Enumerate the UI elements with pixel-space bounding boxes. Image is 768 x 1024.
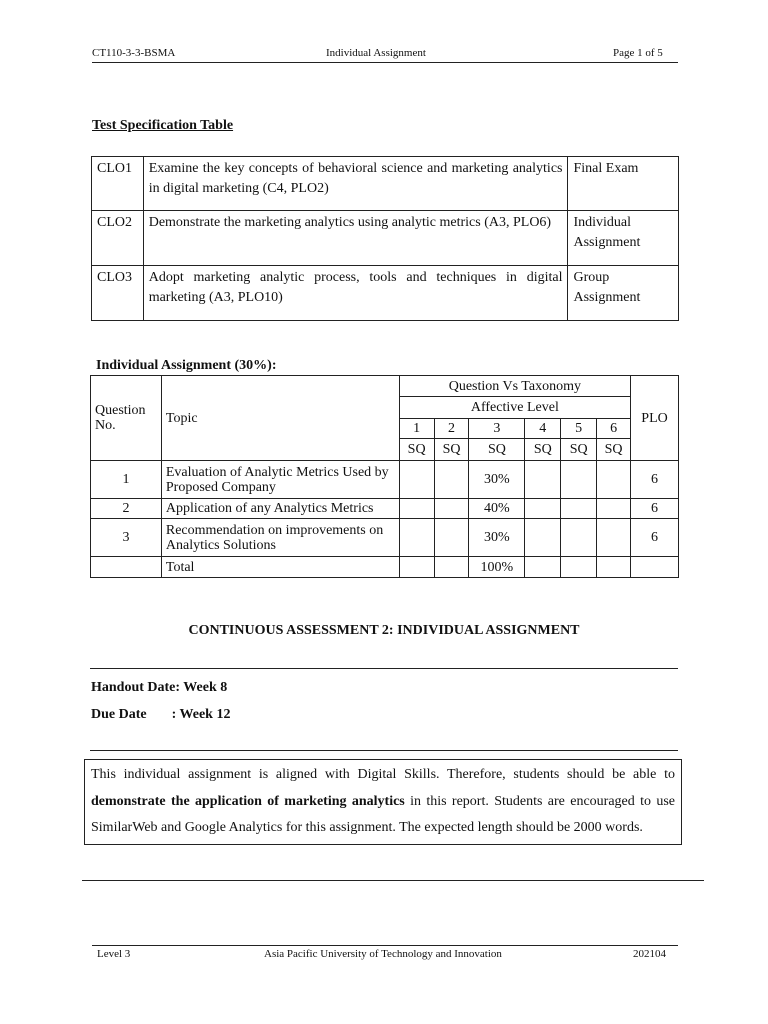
topic: Application of any Analytics Metrics [161, 499, 399, 519]
description-emphasis: demonstrate the application of marketing analytics [91, 793, 405, 809]
assessment-title: CONTINUOUS ASSESSMENT 2: INDIVIDUAL ASSIGNMENT [188, 623, 580, 638]
due-date-label: Due Date [91, 707, 147, 722]
table-row [92, 266, 679, 321]
total-value: 100% [469, 557, 525, 578]
affective-level-header: Affective Level [399, 397, 630, 419]
clo-description: Adopt marketing analytic process, tools and techniques in digital marketing (A3, PLO10) [143, 266, 568, 321]
clo-description: Demonstrate the marketing analytics using analytic metrics (A3, PLO6) [143, 211, 568, 266]
table-row [91, 519, 679, 557]
clo-code: CLO1 [92, 157, 144, 211]
header-document-title: Individual Assignment [326, 47, 426, 59]
assignment-table [90, 375, 679, 578]
level-number: 2 [434, 419, 469, 439]
table-row [92, 157, 679, 211]
description-text: in this report. Students are encouraged to use SimilarWeb and Google Analytics for this assignment. The expected length should be 2000 words. [91, 793, 675, 835]
clo-code: CLO3 [92, 266, 144, 321]
taxonomy-header: Question Vs Taxonomy [399, 376, 630, 397]
total-label: Total [161, 557, 399, 578]
sq-label: SQ [525, 439, 561, 461]
clo-assessment: Individual Assignment [568, 211, 679, 266]
divider [90, 750, 678, 751]
sq-label: SQ [399, 439, 434, 461]
handout-date: Handout Date: Week 8 [91, 680, 228, 695]
question-no-header: Question No. [91, 376, 162, 461]
question-no: 2 [91, 499, 162, 519]
clo-description: Examine the key concepts of behavioral science and marketing analytics in digital marketing (C4, PLO2) [143, 157, 568, 211]
plo-value: 6 [631, 519, 679, 557]
test-spec-title: Test Specification Table [92, 118, 234, 133]
header-course-code: CT110-3-3-BSMA [92, 47, 176, 59]
footer-university: Asia Pacific University of Technology and Innovation [264, 948, 502, 960]
due-date [91, 707, 230, 723]
topic: Evaluation of Analytic Metrics Used by Proposed Company [161, 461, 399, 499]
topic-header: Topic [161, 376, 399, 461]
clo-assessment: Final Exam [568, 157, 679, 211]
divider [82, 880, 704, 881]
plo-value: 6 [631, 499, 679, 519]
question-no: 1 [91, 461, 162, 499]
due-date-value: : Week 12 [171, 707, 231, 722]
plo-header: PLO [631, 376, 679, 461]
question-no: 3 [91, 519, 162, 557]
header-rule [92, 62, 678, 63]
table-header-row [91, 376, 679, 397]
sq-label: SQ [434, 439, 469, 461]
table-row [92, 211, 679, 266]
table-row [91, 461, 679, 499]
table-total-row [91, 557, 679, 578]
topic: Recommendation on improvements on Analytics Solutions [161, 519, 399, 557]
level-number: 6 [597, 419, 631, 439]
sq-label: SQ [561, 439, 597, 461]
divider [90, 668, 678, 669]
clo-assessment: Group Assignment [568, 266, 679, 321]
table-row [91, 499, 679, 519]
sq-label: SQ [597, 439, 631, 461]
plo-value: 6 [631, 461, 679, 499]
clo-code: CLO2 [92, 211, 144, 266]
level-number: 4 [525, 419, 561, 439]
assignment-table-title: Individual Assignment (30%): [96, 358, 277, 373]
footer-level: Level 3 [97, 948, 131, 960]
assignment-description-box [84, 759, 682, 845]
footer-code: 202104 [633, 948, 666, 960]
level-3-value: 30% [469, 461, 525, 499]
header-page-number: Page 1 of 5 [613, 47, 663, 59]
description-text: This individual assignment is aligned with Digital Skills. Therefore, students should be able to [91, 767, 675, 782]
test-spec-table [91, 156, 679, 321]
level-number: 5 [561, 419, 597, 439]
level-number: 1 [399, 419, 434, 439]
sq-label: SQ [469, 439, 525, 461]
level-number: 3 [469, 419, 525, 439]
level-3-value: 30% [469, 519, 525, 557]
footer-rule [92, 945, 678, 946]
level-3-value: 40% [469, 499, 525, 519]
